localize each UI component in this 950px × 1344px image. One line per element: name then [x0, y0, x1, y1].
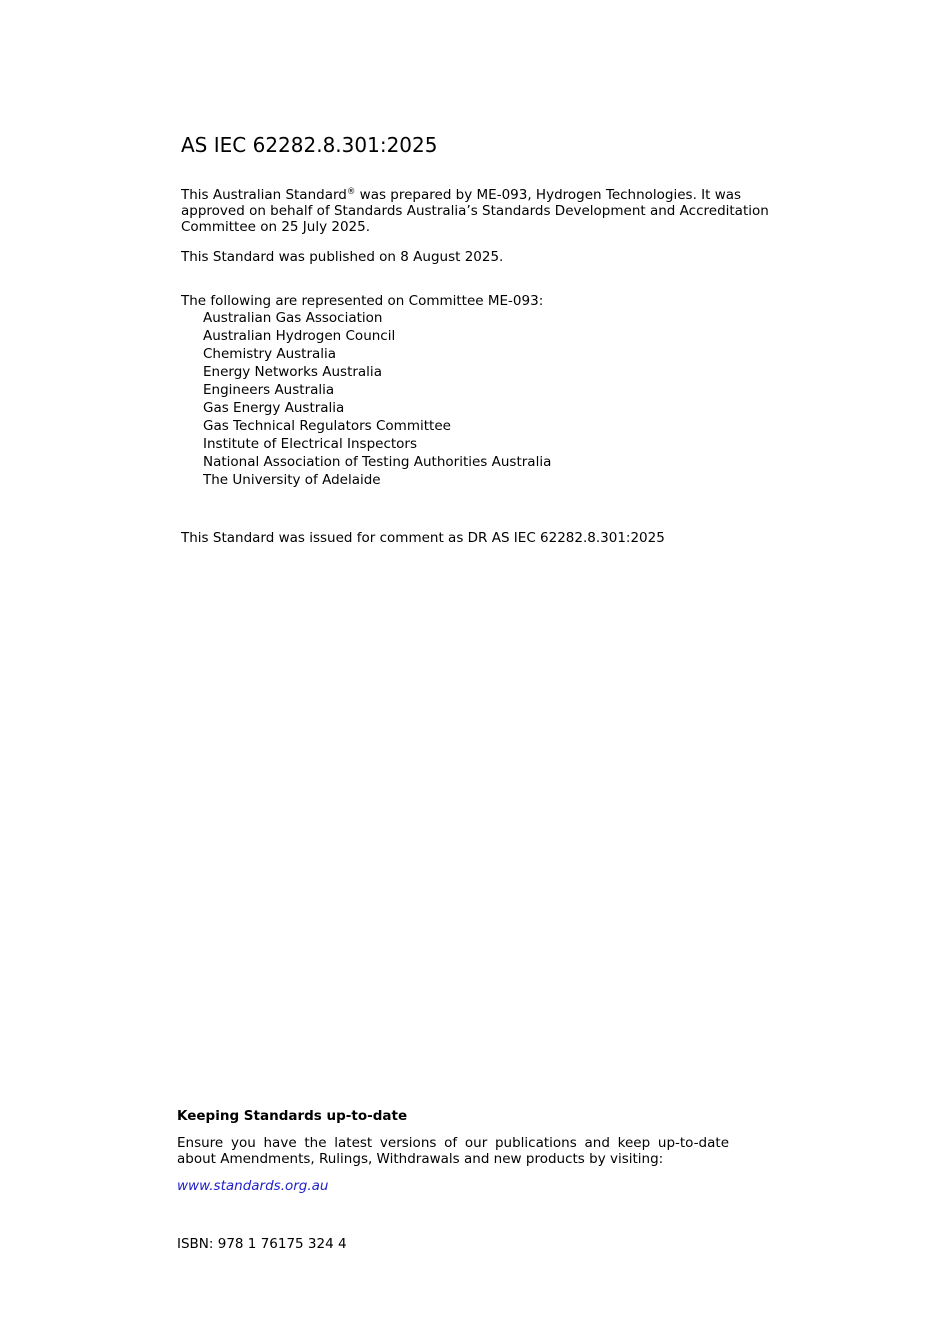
- committee-member: Energy Networks Australia: [203, 363, 382, 380]
- committee-member: Institute of Electrical Inspectors: [203, 435, 418, 452]
- committee-member: Australian Hydrogen Council: [203, 327, 396, 344]
- preparation-text-start: This Australian Standard: [181, 187, 347, 203]
- preparation-statement: [181, 187, 781, 235]
- isbn-number: ISBN: 978 1 76175 324 4: [177, 1236, 347, 1252]
- registered-trademark-mark: ®: [346, 187, 356, 197]
- updates-description: Ensure you have the latest versions of our publications and keep up-to-date about Amendments, Rulings, Withdrawals and new products by visiting:: [177, 1135, 729, 1167]
- committee-member: Chemistry Australia: [203, 345, 337, 362]
- committee-member: The University of Adelaide: [203, 471, 381, 488]
- committee-member: National Association of Testing Authorities Australia: [203, 453, 552, 470]
- standards-website-link[interactable]: www.standards.org.au: [177, 1178, 329, 1194]
- committee-member: Australian Gas Association: [203, 310, 383, 326]
- publication-date-statement: This Standard was published on 8 August 2025.: [181, 249, 504, 265]
- committee-member: Gas Technical Regulators Committee: [203, 417, 451, 434]
- issued-for-comment-statement: This Standard was issued for comment as DR AS IEC 62282.8.301:2025: [181, 530, 665, 546]
- committee-member-list: [203, 310, 551, 490]
- committee-member: Engineers Australia: [203, 381, 335, 398]
- updates-heading: Keeping Standards up-to-date: [177, 1108, 408, 1124]
- committee-intro: The following are represented on Committee ME-093:: [181, 293, 544, 309]
- committee-member: Gas Energy Australia: [203, 399, 345, 416]
- preparation-text-end: was prepared by ME-093, Hydrogen Technologies. It was approved on behalf of Standards Australia’s Standards Development and Accreditation Committee on 25 July 2025.: [181, 187, 769, 235]
- document-title: AS IEC 62282.8.301:2025: [181, 133, 438, 157]
